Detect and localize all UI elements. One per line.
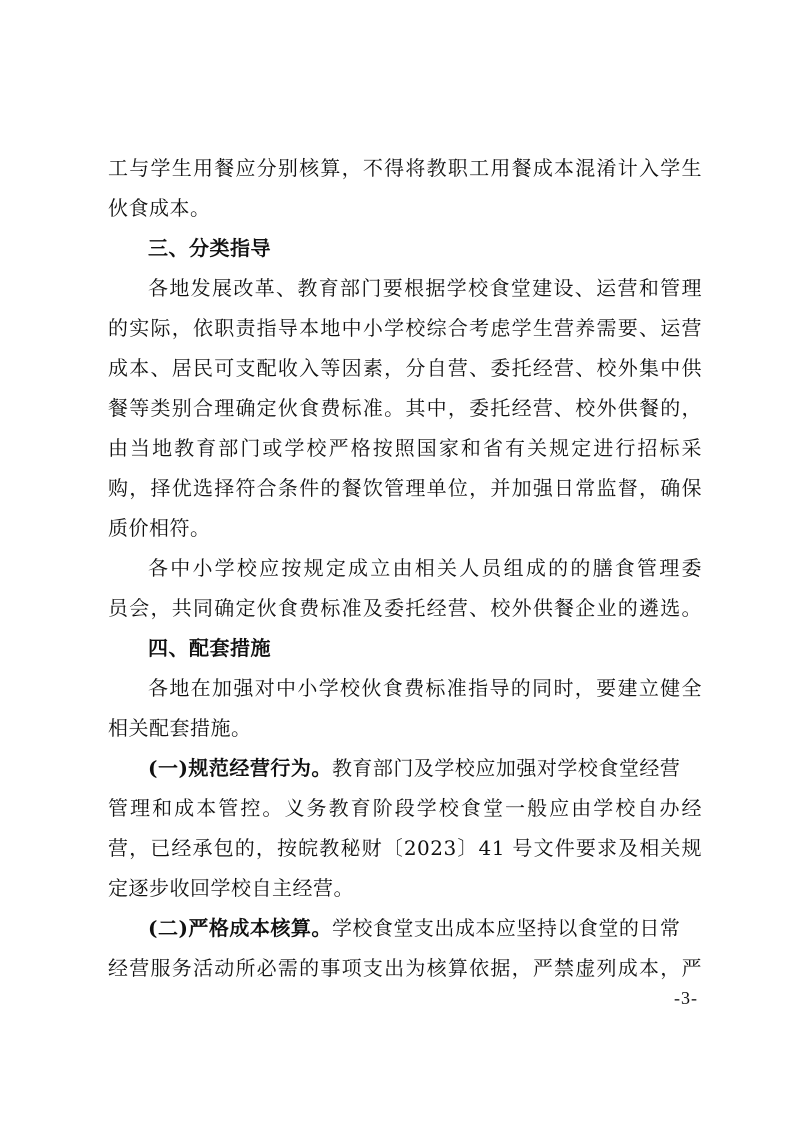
text-run: 学校食堂支出成本应坚持以食堂的日常	[331, 916, 681, 940]
page-number: -3-	[674, 988, 698, 1008]
paragraph-line	[148, 908, 702, 948]
text-line: 质价相符。	[108, 516, 211, 540]
text-line: 购，择优选择符合条件的餐饮管理单位，并加强日常监督，确保	[108, 476, 702, 500]
text-line: 各地发展改革、教育部门要根据学校食堂建设、运营和管理	[148, 276, 702, 300]
bold-lead: (一)规范经营行为。	[148, 756, 332, 780]
section-heading: 四、配套措施	[148, 636, 271, 660]
text-line: 工与学生用餐应分别核算，不得将教职工用餐成本混淆计入学生	[108, 156, 702, 180]
text-line: 经营服务活动所必需的事项支出为核算依据，严禁虚列成本，严	[108, 956, 702, 980]
text-line: 各中小学校应按规定成立由相关人员组成的的膳食管理委	[148, 556, 702, 580]
text-line: 的实际，依职责指导本地中小学校综合考虑学生营养需要、运营	[108, 316, 702, 340]
text-line: 员会，共同确定伙食费标准及委托经营、校外供餐企业的遴选。	[108, 596, 702, 620]
text-line: 管理和成本管控。义务教育阶段学校食堂一般应由学校自办经	[108, 796, 702, 820]
paragraph-line	[148, 748, 702, 788]
text-line: 各地在加强对中小学校伙食费标准指导的同时，要建立健全	[148, 676, 702, 700]
bold-lead: (二)严格成本核算。	[148, 916, 332, 940]
text-line: 餐等类别合理确定伙食费标准。其中，委托经营、校外供餐的，	[108, 396, 702, 420]
section-heading: 三、分类指导	[148, 236, 271, 260]
text-line: 定逐步收回学校自主经营。	[108, 876, 354, 900]
text-line: 成本、居民可支配收入等因素，分自营、委托经营、校外集中供	[108, 356, 702, 380]
text-run: 教育部门及学校应加强对学校食堂经营	[331, 756, 681, 780]
text-line: 营，已经承包的，按皖教秘财〔2023〕41 号文件要求及相关规	[108, 836, 702, 860]
text-line: 相关配套措施。	[108, 716, 252, 740]
text-line: 由当地教育部门或学校严格按照国家和省有关规定进行招标采	[108, 436, 702, 460]
text-line: 伙食成本。	[108, 196, 211, 220]
